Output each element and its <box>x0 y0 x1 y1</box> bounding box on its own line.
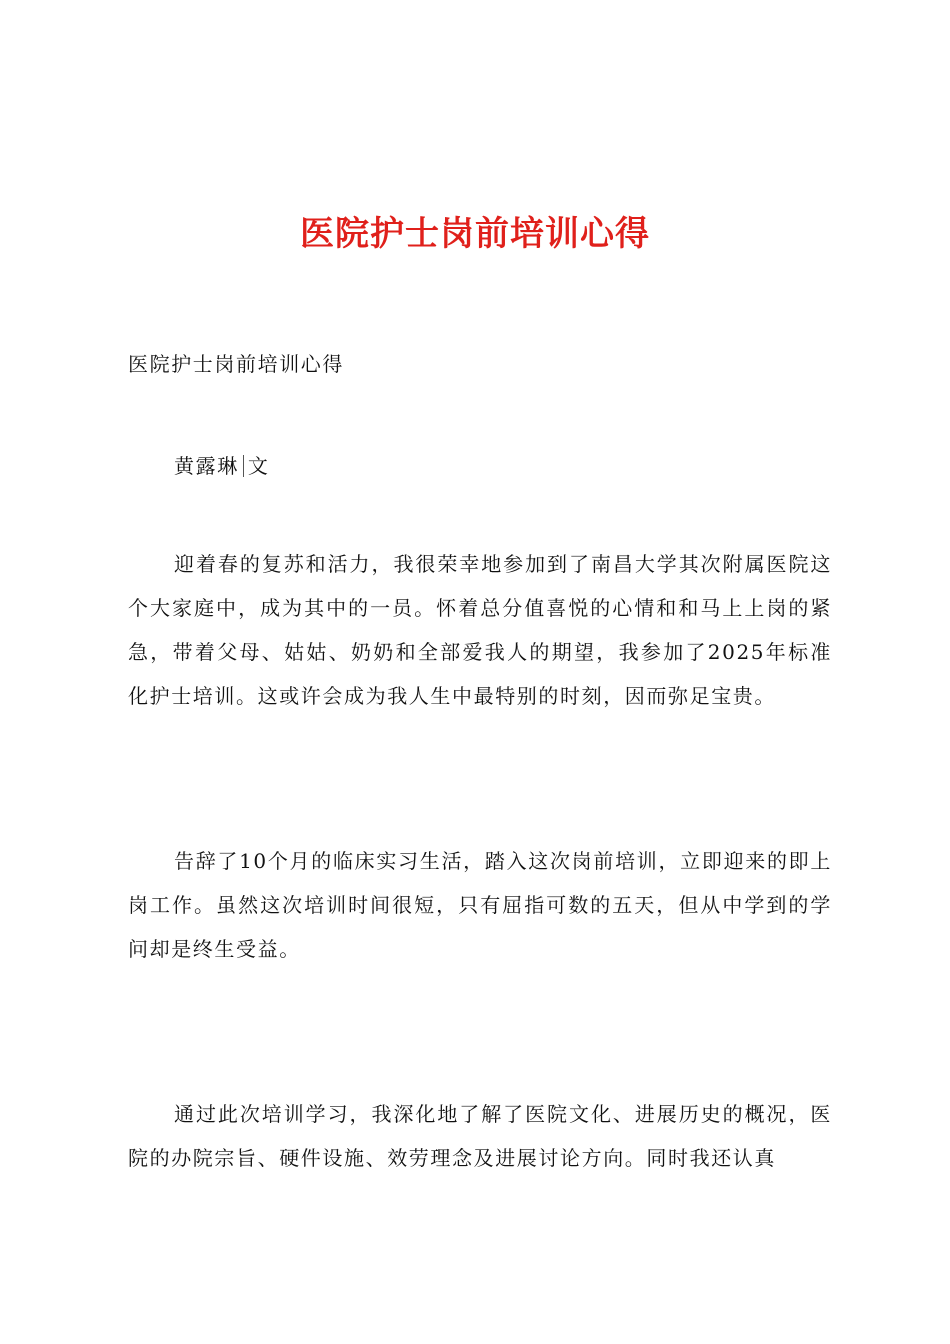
author-byline <box>128 444 832 488</box>
document-title: 医院护士岗前培训心得 <box>300 214 650 254</box>
byline-separator <box>243 455 244 477</box>
document-subtitle: 医院护士岗前培训心得 <box>128 352 344 376</box>
paragraph-1: 迎着春的复苏和活力，我很荣幸地参加到了南昌大学其次附属医院这个大家庭中，成为其中的一员。怀着总分值喜悦的心情和和马上上岗的紧急，带着父母、姑姑、奶奶和全部爱我人的期望，我参加了2025年标准化护士培训。这或许会成为我人生中最特别的时刻，因而弥足宝贵。 <box>128 552 832 708</box>
paragraph-3: 通过此次培训学习，我深化地了解了医院文化、进展历史的概况，医院的办院宗旨、硬件设施、效劳理念及进展讨论方向。同时我还认真 <box>128 1102 832 1170</box>
paragraph-2: 告辞了10个月的临床实习生活，踏入这次岗前培训，立即迎来的即上岗工作。虽然这次培训时间很短，只有屈指可数的五天，但从中学到的学问却是终生受益。 <box>128 849 832 961</box>
author-name: 黄露琳 <box>174 454 239 478</box>
author-suffix: 文 <box>247 454 270 478</box>
